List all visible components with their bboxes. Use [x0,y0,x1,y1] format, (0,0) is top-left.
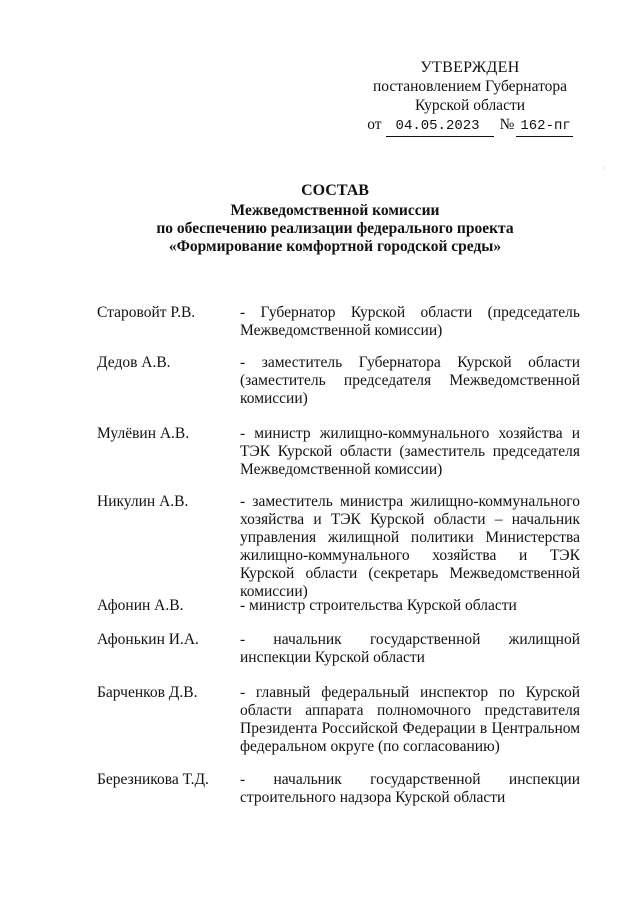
member-name: Березникова Т.Д. [97,771,209,788]
member-role: - заместитель министра жилищно-коммунального хозяйства и ТЭК Курской области – начальник управления жилищной политики Министерства жилищно-коммунального хозяйства и ТЭК Курской области (секретарь Межведомственной комиссии) [240,493,580,600]
member-name: Старовойт Р.В. [97,304,196,321]
number-prefix: № [499,116,515,133]
member-role: - Губернатор Курской области (председатель Межведомственной комиссии) [240,304,580,339]
heading-line-3: «Формирование комфортной городской среды» [168,238,502,255]
member-role: - министр строительства Курской области [240,597,517,614]
approval-date-line [360,115,580,134]
approval-date: 04.05.2023 [386,117,494,137]
member-name: Афонькин И.А. [97,631,199,648]
member-role: - начальник государственной инспекции строительного надзора Курской области [240,771,580,806]
scan-mark: · [603,164,606,173]
document-heading [100,180,570,256]
heading-line-2: по обеспечению реализации федерального проекта [156,220,514,237]
approval-stamp [360,58,580,134]
member-name: Афонин А.В. [97,597,184,614]
member-role: - заместитель Губернатора Курской области (заместитель председателя Межведомственной комиссии) [240,354,580,407]
member-role: - начальник государственной жилищной инспекции Курской области [240,631,580,666]
member-name: Мулёвин А.В. [97,425,190,442]
member-name: Дедов А.В. [97,354,171,371]
approval-line-1: постановлением Губернатора [372,78,568,95]
approval-title: УТВЕРЖДЕН [420,59,520,76]
member-name: Барченков Д.В. [97,684,198,701]
approval-line-2: Курской области [414,97,526,114]
heading-line-1: Межведомственной комиссии [230,202,440,219]
date-prefix: от [367,116,382,133]
member-role: - главный федеральный инспектор по Курской области аппарата полномочного представителя Президента Российской Федерации в Центральном федеральном округе (по согласованию) [240,684,580,755]
approval-number: 162-пг [516,117,572,137]
document-title: СОСТАВ [301,182,369,199]
member-role: - министр жилищно-коммунального хозяйства и ТЭК Курской области (заместитель председателя Межведомственной комиссии) [240,425,580,478]
member-name: Никулин А.В. [97,493,189,510]
